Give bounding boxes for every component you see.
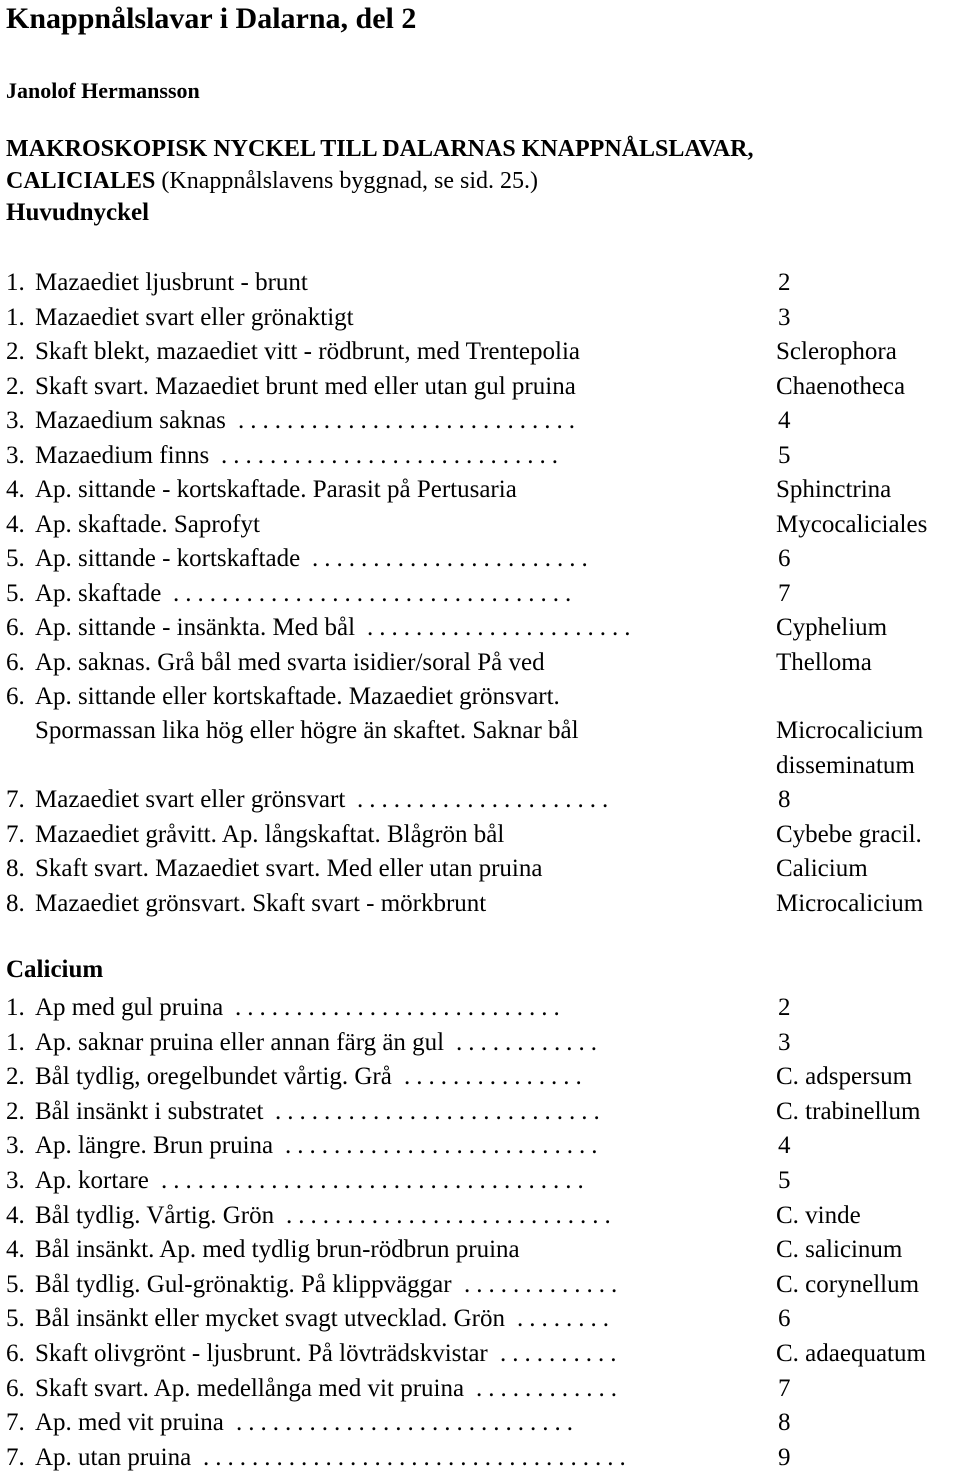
main-key-heading: Huvudnyckel (6, 199, 150, 226)
key-row (6, 818, 960, 852)
key-row-leader-dots: ........................... (235, 994, 566, 1021)
key-row (6, 577, 960, 611)
key-row-number: 6. (6, 1340, 25, 1367)
key-row (6, 611, 960, 645)
key-row-leader-dots: ........................... (286, 1201, 617, 1229)
key-heading-line1: MAKROSKOPISK NYCKEL TILL DALARNAS KNAPPNÅLSLAVAR, (6, 136, 754, 162)
key-row-number: 7. (6, 1409, 25, 1437)
key-row (6, 680, 960, 714)
key-row-description: Bål tydlig. Gul-grönaktig. På klippväggar (35, 1270, 452, 1298)
key-row-result: C. vinde (776, 1201, 861, 1229)
key-row-number: 5. (6, 1305, 25, 1333)
key-row-leader-dots: ........................... (275, 1097, 606, 1125)
key-row-description: Ap. saknas. Grå bål med svarta isidier/soral På ved (35, 648, 545, 676)
key-row (6, 266, 960, 300)
key-row-leader-dots: ............... (404, 1063, 588, 1091)
key-row-number: 7. (6, 820, 25, 848)
key-row-result: 5 (778, 1167, 791, 1194)
key-row-number: 4. (6, 1201, 25, 1229)
key-row-leader-dots: ........ (517, 1305, 615, 1333)
key-row-description: Mazaedium finns (35, 441, 210, 469)
key-row-description: Skaft blekt, mazaediet vitt - rödbrunt, med Trentepolia (35, 338, 581, 365)
key-row-description: Bål tydlig, oregelbundet vårtig. Grå (35, 1063, 392, 1091)
key-row-number: 6. (6, 614, 25, 641)
key-row-result: 2 (778, 994, 791, 1021)
key-row-leader-dots: .......... (500, 1340, 623, 1367)
key-row (6, 1233, 960, 1267)
key-row (6, 1268, 960, 1302)
key-row (6, 301, 960, 335)
key-row-description: Ap. med vit pruina (35, 1409, 224, 1437)
key-row-description: Bål insänkt eller mycket svagt utvecklad. Grön (35, 1305, 506, 1333)
main-key-continuation-result-2: disseminatum (776, 752, 915, 779)
key-row-result: Chaenotheca (776, 372, 906, 400)
key-row-number: 2. (6, 338, 25, 365)
key-row-number: 3. (6, 1132, 25, 1160)
key-heading-line2 (6, 168, 538, 195)
key-row-result: 5 (778, 441, 791, 469)
key-row-leader-dots: ............................ (221, 441, 564, 469)
key-row-result: 7 (778, 1374, 791, 1402)
key-row-description: Skaft olivgrönt - ljusbrunt. På lövträdskvistar (35, 1340, 488, 1367)
key-row (6, 887, 960, 921)
key-row-result: C. salicinum (776, 1236, 903, 1264)
key-row (6, 852, 960, 886)
key-row-description: Bål insänkt i substratet (35, 1097, 264, 1125)
key-row-result: 4 (778, 407, 791, 434)
key-row-result: Sclerophora (776, 338, 897, 365)
key-row-description: Bål tydlig. Vårtig. Grön (35, 1201, 275, 1229)
key-row-description: Mazaedium saknas (35, 407, 226, 434)
key-row-result: 3 (778, 303, 791, 331)
key-row-number: 5. (6, 579, 25, 607)
key-row-leader-dots: ................................... (161, 1167, 590, 1194)
document-title: Knappnålslavar i Dalarna, del 2 (6, 2, 417, 35)
key-row-leader-dots: ................................... (203, 1443, 632, 1471)
key-row (6, 991, 960, 1025)
key-row-description: Ap. längre. Brun pruina (35, 1132, 274, 1160)
key-row-number: 1. (6, 269, 25, 296)
key-row-number: 3. (6, 441, 25, 469)
key-row-description: Mazaediet svart eller grönsvart (35, 786, 346, 813)
key-row (6, 646, 960, 680)
key-row-result: Thelloma (776, 648, 872, 676)
key-row (6, 1372, 960, 1406)
key-row-leader-dots: ................................. (173, 579, 578, 607)
author-name: Janolof Hermansson (6, 78, 200, 103)
key-row (6, 1129, 960, 1163)
key-row-description: Ap. kortare (35, 1167, 149, 1194)
key-row (6, 1199, 960, 1233)
key-row-number: 6. (6, 683, 25, 710)
key-row (6, 508, 960, 542)
key-row-description: Ap. sittande eller kortskaftade. Mazaediet grönsvart. (35, 683, 560, 710)
key-row-result: 6 (778, 545, 791, 572)
key-row-result: C. trabinellum (776, 1097, 921, 1125)
key-row-leader-dots: ............................ (238, 407, 581, 434)
key-row-result: 3 (778, 1028, 791, 1056)
key-row-number: 4. (6, 476, 25, 503)
key-row (6, 439, 960, 473)
key-row-result: C. adspersum (776, 1063, 913, 1091)
key-row-description: Bål insänkt. Ap. med tydlig brun-rödbrun pruina (35, 1236, 520, 1264)
key-row-number: 3. (6, 407, 25, 434)
key-row (6, 473, 960, 507)
key-row-number: 1. (6, 1028, 25, 1056)
key-row-description: Ap. sittande - kortskaftade (35, 545, 301, 572)
key-row-result: 6 (778, 1305, 791, 1333)
key-row-description: Ap. skaftade. Saprofyt (35, 510, 260, 538)
key-row (6, 404, 960, 438)
key-row (6, 1302, 960, 1336)
main-key-continuation-result: Microcalicium (776, 717, 924, 744)
key-row-description: Mazaediet ljusbrunt - brunt (35, 269, 308, 296)
key-row-description: Mazaediet svart eller grönaktigt (35, 303, 354, 331)
key-row-number: 5. (6, 1270, 25, 1298)
key-row-leader-dots: ..................... (357, 786, 615, 813)
key-row (6, 1337, 960, 1371)
key-row-number: 6. (6, 1374, 25, 1402)
key-row-number: 7. (6, 1443, 25, 1471)
key-row-number: 8. (6, 889, 25, 917)
key-row-number: 2. (6, 1063, 25, 1091)
key-row-result: Cyphelium (776, 614, 888, 641)
key-row-description: Ap. utan pruina (35, 1443, 192, 1471)
key-row-description: Mazaediet grönsvart. Skaft svart - mörkbrunt (35, 889, 487, 917)
heading-note: (Knappnålslavens byggnad, se sid. 25.) (155, 168, 538, 194)
key-row-result: C. corynellum (776, 1270, 920, 1298)
key-row (6, 1164, 960, 1198)
key-row-leader-dots: ............................ (236, 1409, 579, 1437)
key-row (6, 542, 960, 576)
key-row (6, 1441, 960, 1475)
key-row-leader-dots: ............ (476, 1374, 623, 1402)
key-row (6, 335, 960, 369)
main-key-continuation: Spormassan lika hög eller högre än skaftet. Saknar bål (35, 717, 579, 744)
key-row-description: Ap. sittande - kortskaftade. Parasit på Pertusaria (35, 476, 517, 503)
key-row-result: 8 (778, 786, 791, 813)
key-row-description: Skaft svart. Ap. medellånga med vit pruina (35, 1374, 465, 1402)
key-row-description: Skaft svart. Mazaediet brunt med eller utan gul pruina (35, 372, 576, 400)
key-row-description: Ap. saknar pruina eller annan färg än gul (35, 1028, 445, 1056)
key-row-number: 7. (6, 786, 25, 813)
key-row-leader-dots: ............ (456, 1028, 603, 1056)
key-row (6, 1060, 960, 1094)
key-row (6, 1026, 960, 1060)
key-row-number: 4. (6, 510, 25, 538)
key-row-number: 2. (6, 372, 25, 400)
order-name: CALICIALES (6, 168, 156, 194)
key-row-number: 1. (6, 303, 25, 331)
key-row-result: Microcalicium (776, 889, 924, 917)
calicium-heading: Calicium (6, 956, 104, 983)
key-row-number: 6. (6, 648, 25, 676)
key-row (6, 783, 960, 817)
key-row-result: 8 (778, 1409, 791, 1437)
key-row-leader-dots: ............. (464, 1270, 624, 1298)
key-row (6, 370, 960, 404)
key-row-number: 1. (6, 994, 25, 1021)
key-row-number: 4. (6, 1236, 25, 1264)
key-row-description: Ap med gul pruina (35, 994, 224, 1021)
key-row-description: Mazaediet gråvitt. Ap. långskaftat. Blågrön bål (35, 820, 505, 848)
key-row (6, 1406, 960, 1440)
key-row-leader-dots: ....................... (312, 545, 594, 572)
key-row-number: 2. (6, 1097, 25, 1125)
key-row (6, 1095, 960, 1129)
key-row-number: 8. (6, 855, 25, 882)
key-row-result: 2 (778, 269, 791, 296)
key-row-description: Ap. sittande - insänkta. Med bål (35, 614, 356, 641)
key-row-number: 3. (6, 1167, 25, 1194)
key-row-result: 9 (778, 1443, 791, 1471)
key-row-number: 5. (6, 545, 25, 572)
key-row-result: 7 (778, 579, 791, 607)
key-row-result: Calicium (776, 855, 868, 882)
key-row-description: Skaft svart. Mazaediet svart. Med eller utan pruina (35, 855, 543, 882)
key-row-result: C. adaequatum (776, 1340, 926, 1367)
key-row-result: Mycocaliciales (776, 510, 928, 538)
key-row-leader-dots: .......................... (285, 1132, 604, 1160)
key-row-leader-dots: ...................... (367, 614, 637, 641)
key-row-description: Ap. skaftade (35, 579, 162, 607)
key-row-result: Cybebe gracil. (776, 820, 922, 848)
key-row-result: Sphinctrina (776, 476, 892, 503)
key-row-result: 4 (778, 1132, 791, 1160)
